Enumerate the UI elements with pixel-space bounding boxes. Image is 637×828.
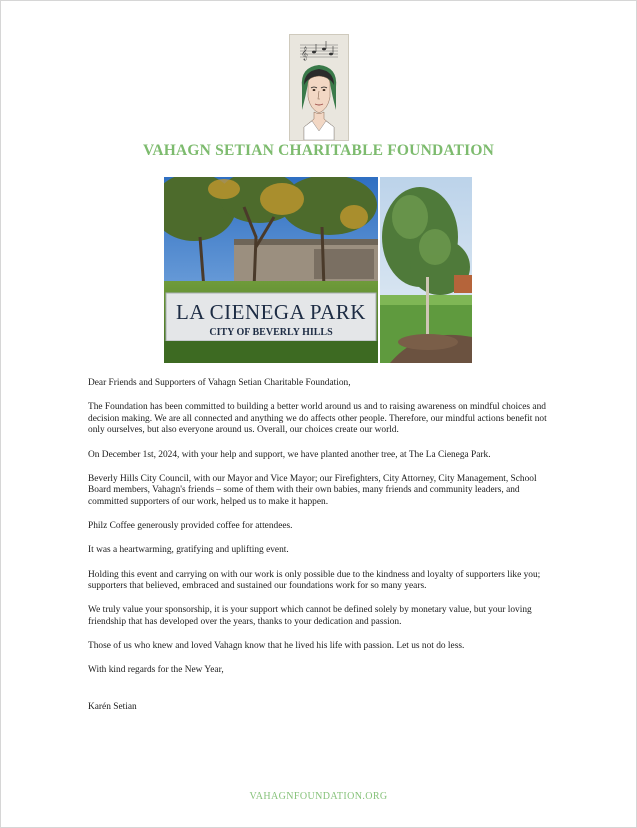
letter-paragraph: Holding this event and carrying on with our work is only possible due to the kindness and loyalty of supporters like you; supporters that believed, embraced and sustained our foundations work for so many years.	[88, 569, 541, 592]
letter-paragraph: The Foundation has been committed to building a better world around us and to raising awareness on mindful choices and decision making. We are all connected and anything we do affects other people. Therefore, our mindful actions benefit not only ourselves, but also everyone around us. Overall, our choices create our world.	[88, 402, 547, 436]
organization-title: VAHAGN SETIAN CHARITABLE FOUNDATION	[142, 142, 495, 159]
letter-paragraph: Philz Coffee generously provided coffee for attendees.	[88, 521, 293, 532]
letter-closing: With kind regards for the New Year,	[88, 665, 224, 676]
park-sign-photo	[164, 177, 378, 363]
sign-text-city: CITY OF BEVERLY HILLS	[209, 327, 333, 338]
letter-paragraph: We truly value your sponsorship, it is your support which cannot be defined solely by monetary value, but your loving friendship that has developed over the years, thanks to your dedication and passion.	[88, 605, 532, 627]
portrait-with-music-notes-icon	[290, 35, 348, 140]
footer-website-link[interactable]: VAHAGNFOUNDATION.ORG	[249, 791, 388, 802]
letter-paragraph: Those of us who knew and loved Vahagn know that he lived his life with passion. Let us not do less.	[88, 641, 465, 652]
svg-text:𝄞: 𝄞	[301, 46, 309, 60]
letter-paragraph: It was a heartwarming, gratifying and uplifting event.	[88, 545, 289, 556]
sign-text-park: LA CIENEGA PARK	[176, 300, 366, 324]
letter-body	[88, 378, 550, 726]
letter-greeting: Dear Friends and Supporters of Vahagn Setian Charitable Foundation,	[88, 378, 351, 388]
foundation-logo	[289, 34, 349, 141]
planted-tree-photo	[380, 177, 472, 363]
letter-paragraph: Beverly Hills City Council, with our Mayor and Vice Mayor; our Firefighters, City Attorney, City Management, School Board members, Vahagn's friends – some of them with their own babies, many friends and community leaders, and committed supporters of our work, helped us to make it happen.	[88, 473, 537, 507]
letter-signature: Karén Setian	[88, 701, 137, 712]
letter-paragraph: On December 1st, 2024, with your help and support, we have planted another tree, at The La Cienega Park.	[88, 449, 491, 460]
